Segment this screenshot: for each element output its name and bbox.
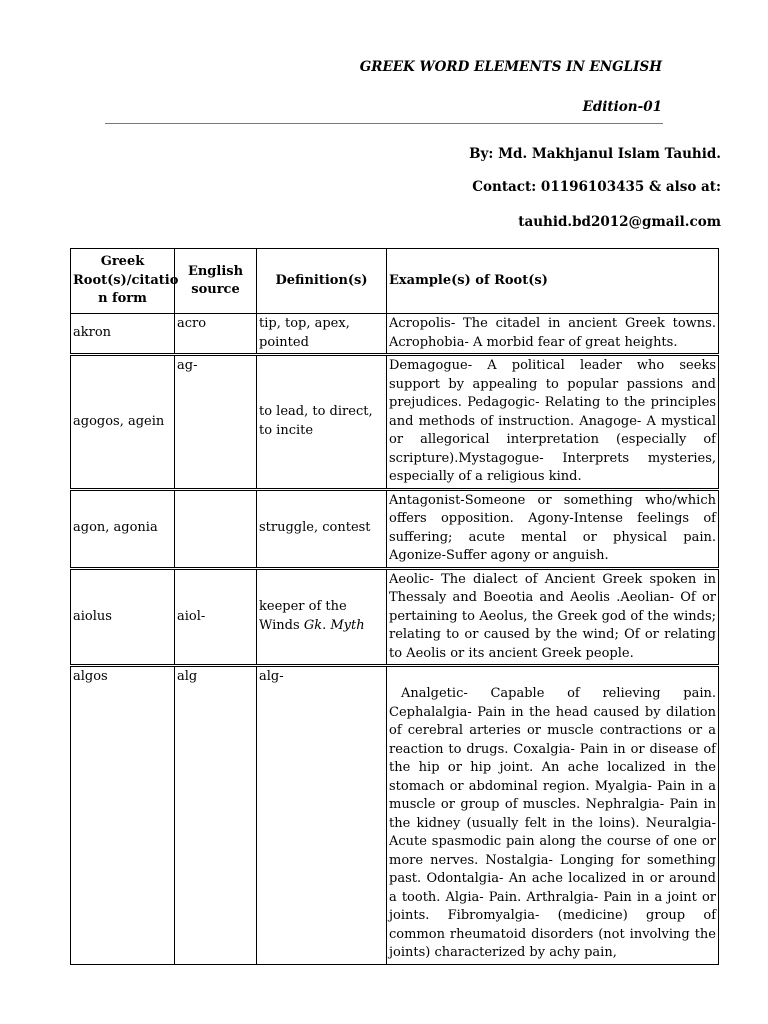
definition-cell: tip, top, apex, pointed: [257, 314, 387, 355]
source-cell: ag-: [175, 355, 257, 490]
header-divider: [105, 123, 663, 124]
definition-cell: struggle, contest: [257, 489, 387, 568]
table-header-row: [71, 249, 719, 314]
definition-cell: to lead, to direct, to incite: [257, 355, 387, 490]
document-title: GREEK WORD ELEMENTS IN ENGLISH: [359, 59, 662, 75]
column-header-root: Greek Root(s)/citatio n form: [71, 249, 175, 314]
column-header-definition: Definition(s): [257, 249, 387, 314]
definition-cell: [257, 568, 387, 666]
source-cell: acro: [175, 314, 257, 355]
examples-cell: Antagonist-Someone or something who/which offers opposition. Agony-Intense feelings of suffering; acute mental or physical pain. Agonize-Suffer agony or anguish.: [387, 489, 719, 568]
table-row: [71, 355, 719, 490]
definition-text: keeper of the Winds: [259, 599, 347, 633]
email-line: tauhid.bd2012@gmail.com: [518, 214, 721, 230]
root-cell: agogos, agein: [71, 355, 175, 490]
greek-roots-table: [70, 248, 719, 965]
source-cell: aiol-: [175, 568, 257, 666]
definition-note: Gk. Myth: [303, 617, 365, 633]
table-row: [71, 568, 719, 666]
definition-cell: alg-: [257, 666, 387, 965]
column-header-examples: Example(s) of Root(s): [387, 249, 719, 314]
source-cell: alg: [175, 666, 257, 965]
examples-cell: Demagogue- A political leader who seeks support by appealing to popular passions and prejudices. Pedagogic- Relating to the principles and methods of instruction. Anagoge- A mystical or allegorical interpretation (especially of scripture).Mystagogue- Interprets mysteries, especially of a religious kind.: [387, 355, 719, 490]
examples-cell: Acropolis- The citadel in ancient Greek towns. Acrophobia- A morbid fear of great heights.: [387, 314, 719, 355]
examples-cell: Aeolic- The dialect of Ancient Greek spoken in Thessaly and Boeotia and Aeolis .Aeolian- Of or pertaining to Aeolus, the Greek god of the winds; relating to or caused by the wind; Of or relating to Aeolis or its ancient Greek people.: [387, 568, 719, 666]
table-row: [71, 314, 719, 355]
author-line: By: Md. Makhjanul Islam Tauhid.: [469, 146, 721, 162]
source-cell: [175, 489, 257, 568]
root-cell: akron: [71, 314, 175, 355]
edition-label: Edition-01: [582, 99, 662, 115]
root-cell: algos: [71, 666, 175, 965]
table-row: [71, 489, 719, 568]
contact-line: Contact: 01196103435 & also at:: [472, 179, 721, 195]
examples-cell: Analgetic- Capable of relieving pain. Cephalalgia- Pain in the head caused by dilation of cerebral arteries or muscle contractions or a reaction to drugs. Coxalgia- Pain in or disease of the hip or hip joint. An ache localized in the stomach or abdominal region. Myalgia- Pain in a muscle or group of muscles. Nephralgia- Pain in the kidney (usually felt in the loins). Neuralgia- Acute spasmodic pain along the course of one or more nerves. Nostalgia- Longing for something past. Odontalgia- An ache localized in or around a tooth. Algia- Pain. Arthralgia- Pain in a joint or joints. Fibromyalgia- (medicine) group of common rheumatoid disorders (not involving the joints) characterized by achy pain,: [387, 666, 719, 965]
column-header-source: English source: [175, 249, 257, 314]
table-row: [71, 666, 719, 965]
root-cell: aiolus: [71, 568, 175, 666]
root-cell: agon, agonia: [71, 489, 175, 568]
